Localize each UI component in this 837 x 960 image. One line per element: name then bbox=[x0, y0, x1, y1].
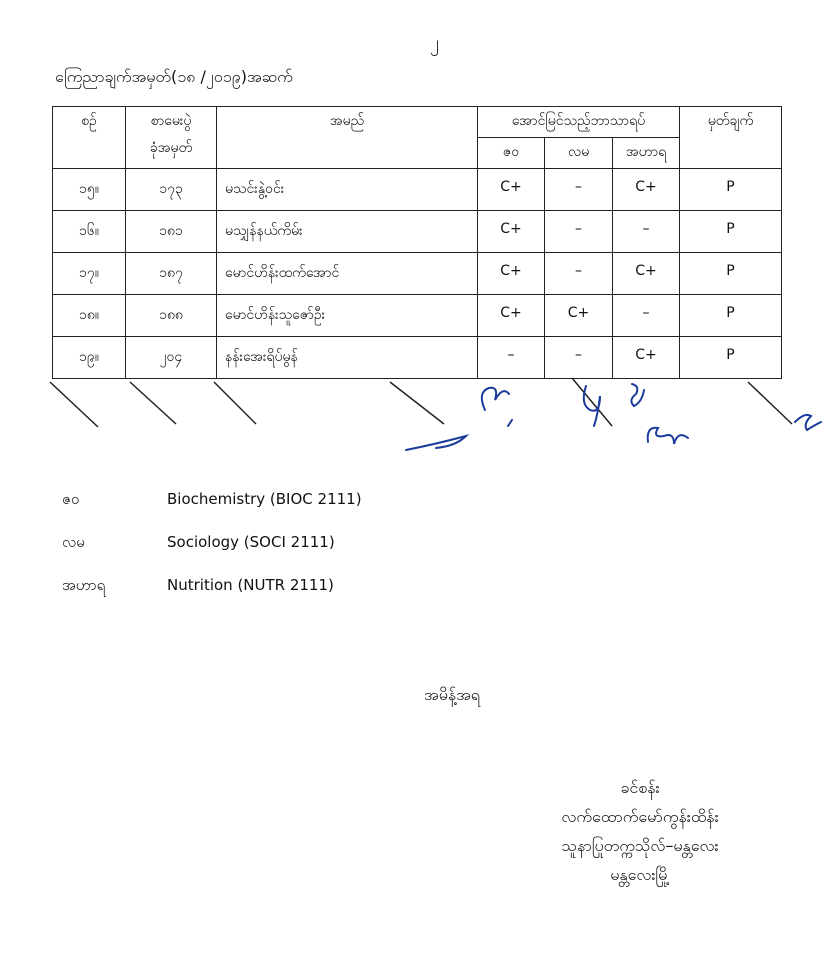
cell-serial: ၁၆။ bbox=[53, 211, 126, 253]
header-roll-line2: ခုံအမှတ် bbox=[149, 140, 193, 156]
cell-serial: ၁၇။ bbox=[53, 253, 126, 295]
cell-serial: ၁၅။ bbox=[53, 169, 126, 211]
legend-item bbox=[62, 576, 362, 619]
cell-remark: P bbox=[680, 169, 782, 211]
cell-name: မောင်ဟိန်းသူဇော်ဦး bbox=[217, 295, 478, 337]
cell-grade: C+ bbox=[613, 169, 680, 211]
legend-item bbox=[62, 533, 362, 576]
cell-name: မသျှန်နယ်ကိမ်း bbox=[217, 211, 478, 253]
cancel-slash bbox=[130, 382, 176, 424]
cell-grade: C+ bbox=[478, 295, 545, 337]
legend-code: အဟာရ bbox=[62, 576, 106, 594]
cell-name: မသင်းနွဲ့ဝင်း bbox=[217, 169, 478, 211]
announcement-heading: ကြေညာချက်အမှတ်(၁၈ /၂၀၁၉)အဆက် bbox=[55, 67, 293, 86]
header-name: အမည် bbox=[217, 107, 478, 169]
initials-scribbles bbox=[406, 384, 821, 450]
closing-by-order: အမိန့်အရ bbox=[424, 685, 480, 704]
cell-name: နန်းအေးရိပ်မွန် bbox=[217, 337, 478, 379]
column-cancel-marks bbox=[0, 372, 837, 472]
cell-serial: ၁၈။ bbox=[53, 295, 126, 337]
cell-roll: ၁၇၃ bbox=[126, 169, 217, 211]
legend-subject: Sociology (SOCI 2111) bbox=[167, 533, 335, 551]
cancel-slash bbox=[748, 382, 792, 424]
header-roll-line1: စာမေးပွဲ bbox=[150, 113, 192, 129]
cell-remark: P bbox=[680, 295, 782, 337]
legend-item bbox=[62, 490, 362, 533]
cell-grade: – bbox=[545, 337, 613, 379]
legend-code: လမ bbox=[62, 533, 85, 551]
signature-block bbox=[520, 773, 760, 889]
legend-subject: Biochemistry (BIOC 2111) bbox=[167, 490, 362, 508]
cell-grade: – bbox=[545, 253, 613, 295]
signatory-title: လက်ထောက်မော်ကွန်းထိန်း bbox=[561, 807, 719, 826]
cell-roll: ၁၈၁ bbox=[126, 211, 217, 253]
legend-code: ဇဝ bbox=[62, 490, 80, 508]
cell-grade: – bbox=[478, 337, 545, 379]
legend-subject: Nutrition (NUTR 2111) bbox=[167, 576, 334, 594]
subject-legend bbox=[62, 490, 362, 619]
cell-roll: ၁၈၈ bbox=[126, 295, 217, 337]
cancel-slash bbox=[572, 378, 612, 426]
cell-roll: ၂၀၄ bbox=[126, 337, 217, 379]
header-passed-subjects: အောင်မြင်သည့်ဘာသာရပ် bbox=[478, 107, 680, 138]
header-serial: စဉ် bbox=[53, 107, 126, 169]
results-table bbox=[52, 106, 782, 379]
cell-grade: – bbox=[613, 211, 680, 253]
cell-roll: ၁၈၇ bbox=[126, 253, 217, 295]
cell-serial: ၁၉။ bbox=[53, 337, 126, 379]
signatory-name: ခင်စန်း bbox=[620, 778, 660, 797]
table-row bbox=[53, 211, 782, 253]
cancel-slash bbox=[214, 382, 256, 424]
cancel-slash bbox=[50, 382, 98, 427]
header-subject-nutrition: အဟာရ bbox=[613, 138, 680, 169]
cell-remark: P bbox=[680, 337, 782, 379]
header-subject-biochemistry: ဇဝ bbox=[478, 138, 545, 169]
cell-grade: C+ bbox=[478, 169, 545, 211]
cell-remark: P bbox=[680, 211, 782, 253]
header-subject-sociology: လမ bbox=[545, 138, 613, 169]
cell-remark: P bbox=[680, 253, 782, 295]
cell-grade: C+ bbox=[478, 211, 545, 253]
cell-grade: C+ bbox=[613, 337, 680, 379]
signatory-institution: သူနာပြုတက္ကသိုလ်–မန္တလေး bbox=[561, 836, 719, 855]
cell-grade: – bbox=[545, 169, 613, 211]
cancel-slash bbox=[390, 382, 444, 424]
header-roll-number bbox=[126, 107, 217, 169]
table-row bbox=[53, 169, 782, 211]
page-number: ၂ bbox=[430, 32, 439, 53]
cell-grade: C+ bbox=[478, 253, 545, 295]
cell-name: မောင်ဟိန်းထက်အောင် bbox=[217, 253, 478, 295]
cell-grade: – bbox=[613, 295, 680, 337]
header-remark: မှတ်ချက် bbox=[680, 107, 782, 169]
cell-grade: C+ bbox=[613, 253, 680, 295]
table-row bbox=[53, 253, 782, 295]
table-row bbox=[53, 295, 782, 337]
cell-grade: C+ bbox=[545, 295, 613, 337]
signatory-city: မန္တလေးမြို့ bbox=[610, 865, 670, 884]
cell-grade: – bbox=[545, 211, 613, 253]
